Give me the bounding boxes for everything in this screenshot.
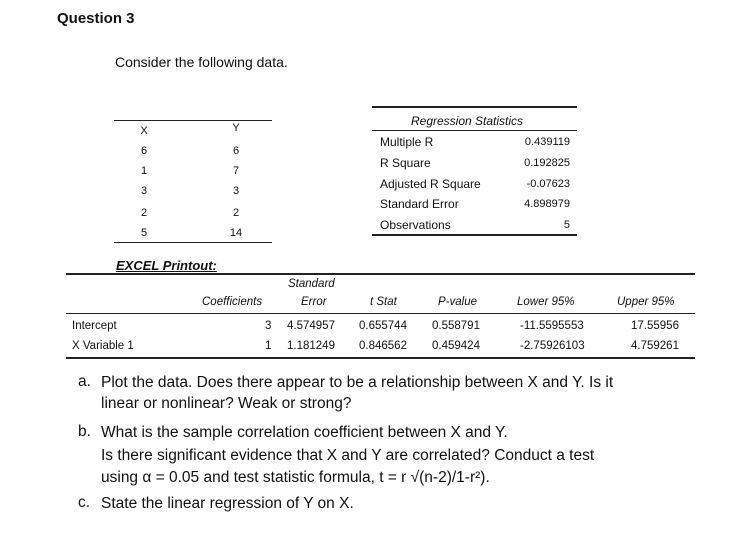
cell-coef: 3: [265, 320, 272, 332]
rs-value: 4.898979: [524, 198, 570, 210]
header-lower: Lower 95%: [517, 296, 575, 308]
question-c-line: State the linear regression of Y on X.: [101, 495, 354, 512]
cell-t: 0.655744: [359, 320, 407, 332]
question-b-line: Is there significant evidence that X and Y are correlated? Conduct a test: [101, 447, 595, 464]
rs-title-rule: [372, 130, 577, 131]
x-cell: 5: [140, 227, 148, 239]
rs-top-rule: [372, 106, 577, 108]
question-a-line: linear or nonlinear? Weak or strong?: [101, 395, 352, 412]
question-label-b: b.: [78, 423, 91, 440]
coef-bottom-rule: [66, 357, 695, 359]
question-a-line: Plot the data. Does there appear to be a relationship between X and Y. Is it: [101, 374, 614, 391]
rs-label: Multiple R: [380, 135, 434, 149]
rs-value: 5: [563, 219, 570, 231]
cell-lower: -2.75926103: [520, 340, 585, 352]
row-name: Intercept: [72, 320, 117, 332]
question-title: Question 3: [57, 10, 135, 27]
cell-p: 0.558791: [432, 320, 480, 332]
rs-label: Adjusted R Square: [380, 177, 481, 191]
x-cell: 3: [140, 185, 148, 197]
header-tstat: t Stat: [370, 296, 397, 308]
cell-coef: 1: [265, 340, 272, 352]
cell-p: 0.459424: [432, 340, 480, 352]
xy-bottom-rule: [114, 242, 272, 243]
rs-label: Observations: [380, 218, 451, 232]
y-cell: 6: [232, 145, 240, 157]
cell-upper: 4.759261: [631, 340, 679, 352]
x-cell: 2: [140, 207, 148, 219]
y-cell: 14: [229, 227, 243, 239]
coef-top-rule: [66, 273, 695, 275]
header-standard: Standard: [288, 278, 335, 290]
cell-upper: 17.55956: [631, 320, 679, 332]
cell-se: 4.574957: [287, 320, 335, 332]
rs-value: 0.192825: [524, 157, 570, 169]
x-header: X: [140, 125, 148, 137]
rs-bottom-rule: [372, 234, 577, 236]
cell-t: 0.846562: [359, 340, 407, 352]
question-label-a: a.: [78, 373, 91, 390]
x-cell: 6: [140, 145, 148, 157]
rs-value: 0.439119: [524, 136, 570, 148]
coef-header-rule: [66, 313, 695, 314]
y-header: Y: [232, 122, 240, 134]
rs-label: R Square: [380, 156, 431, 170]
header-coefficients: Coefficients: [202, 296, 263, 308]
row-name: X Variable 1: [72, 340, 134, 352]
cell-lower: -11.5595553: [520, 320, 584, 332]
rs-label: Standard Error: [380, 197, 459, 211]
rs-title: Regression Statistics: [411, 114, 524, 128]
x-cell: 1: [140, 165, 148, 177]
excel-printout-label: EXCEL Printout:: [116, 258, 217, 273]
header-error: Error: [301, 296, 327, 308]
cell-se: 1.181249: [287, 340, 335, 352]
header-pvalue: P-value: [438, 296, 477, 308]
question-b-line: using α = 0.05 and test statistic formula, t = r √(n-2)/1-r²).: [101, 469, 490, 486]
y-cell: 7: [232, 165, 240, 177]
question-label-c: c.: [78, 494, 91, 511]
xy-top-rule: [114, 120, 272, 121]
rs-value: -0.07623: [526, 178, 570, 190]
y-cell: 2: [232, 207, 240, 219]
question-b-line: What is the sample correlation coefficient between X and Y.: [101, 424, 508, 441]
header-upper: Upper 95%: [617, 296, 675, 308]
intro-text: Consider the following data.: [115, 54, 288, 70]
y-cell: 3: [232, 185, 240, 197]
